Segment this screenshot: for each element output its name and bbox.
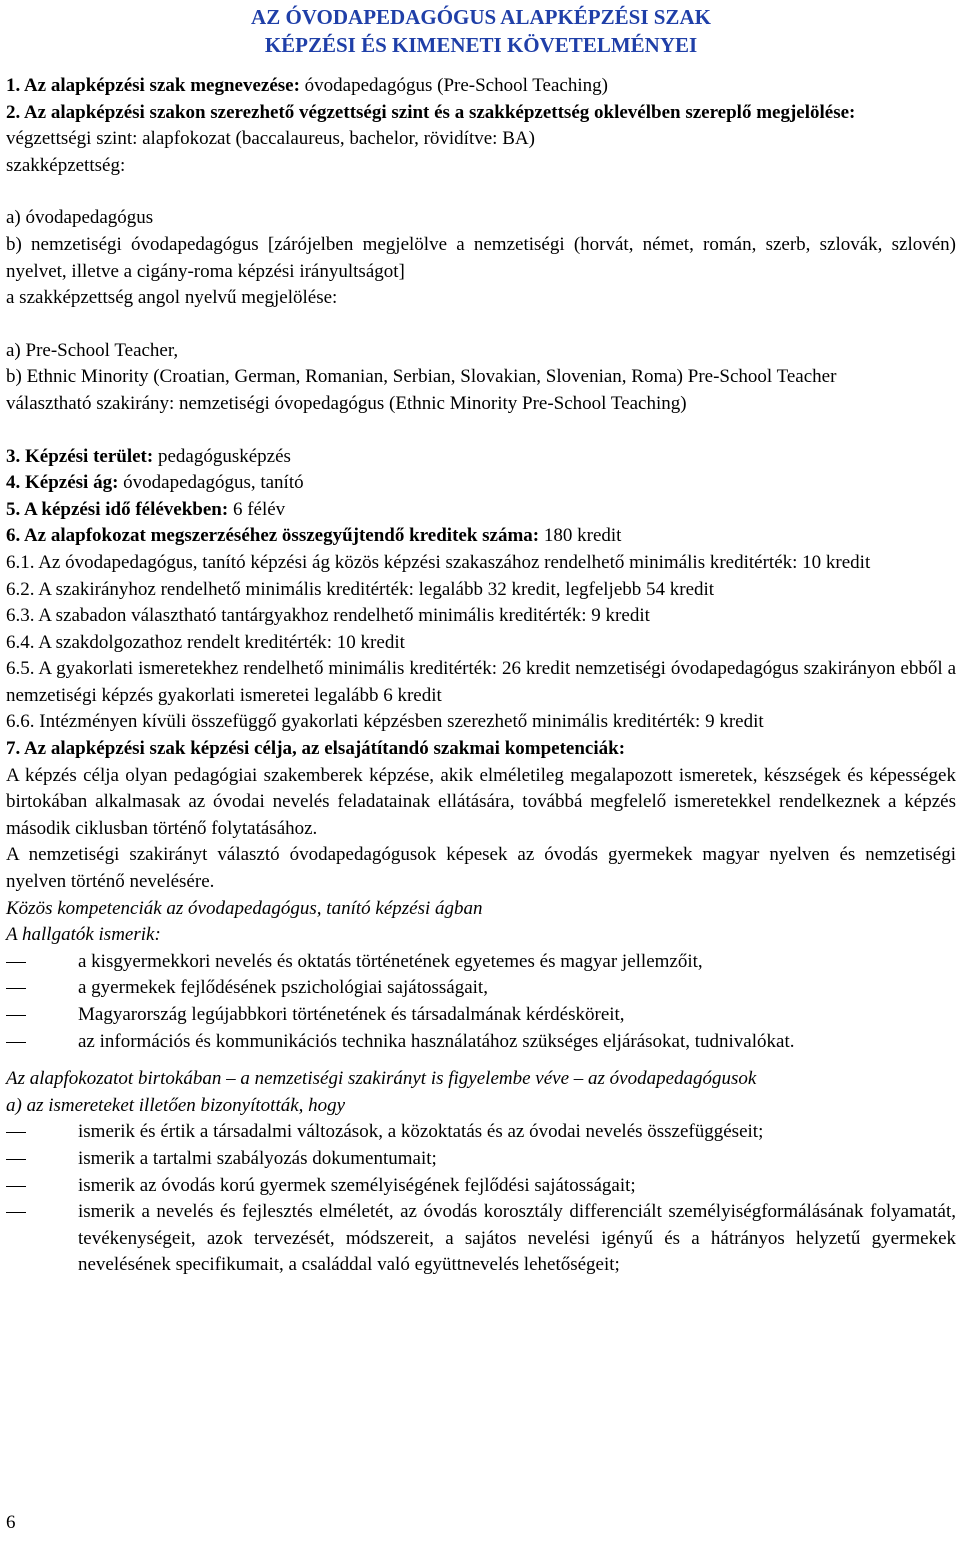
qualification-a: a) óvodapedagógus bbox=[6, 207, 154, 229]
dash-bullet-icon bbox=[6, 1212, 26, 1213]
list-item: ismerik a tartalmi szabályozás dokumentumait; bbox=[6, 1146, 956, 1173]
degree-level: végzettségi szint: alapfokozat (baccalaureus, bachelor, rövidítve: BA) bbox=[6, 128, 535, 150]
credit-item: 6.4. A szakdolgozathoz rendelt kreditérték: 10 kredit bbox=[6, 631, 405, 653]
credit-item: 6.5. A gyakorlati ismeretekhez rendelhető minimális kreditérték: 26 kredit nemzetiségi óvodapedagógus szakirányon ebből a nemzetiségi képzés gyakorlati ismeretei legalább 6 kredit bbox=[6, 658, 956, 706]
section-5: 5. A képzési idő félévekben: 6 félév bbox=[6, 498, 286, 520]
dash-bullet-icon bbox=[6, 962, 26, 963]
title-line-1: AZ ÓVODAPEDAGÓGUS ALAPKÉPZÉSI SZAK bbox=[251, 5, 711, 29]
english-b: b) Ethnic Minority (Croatian, German, Romanian, Serbian, Slovakian, Slovenian, Roma) Pre-School Teacher bbox=[6, 366, 837, 388]
list-item: ismerik és értik a társadalmi változások, a közoktatás és az óvodai nevelés összefüggéseit; bbox=[6, 1119, 956, 1146]
list-item: a gyermekek fejlődésének pszichológiai sajátosságait, bbox=[6, 975, 956, 1002]
goal-paragraph: A képzés célja olyan pedagógiai szakemberek képzése, akik elméletileg megalapozott ismeretek, készségek és képességek birtokában alkalmasak az óvodai nevelés feladatainak ellátására, továbbá megfelelő ismeretekkel rendelkeznek a képzés második ciklusban történő folytatásához. bbox=[6, 764, 956, 839]
specialization: választható szakirány: nemzetiségi óvopedagógus (Ethnic Minority Pre-School Teaching) bbox=[6, 392, 687, 414]
proof-heading: a) az ismereteket illetően bizonyították, hogy bbox=[6, 1094, 346, 1116]
list-item: Magyarország legújabbkori történetének és társadalmának kérdésköreit, bbox=[6, 1002, 956, 1029]
credit-item: 6.1. Az óvodapedagógus, tanító képzési ág közös képzési szakaszához rendelhető minimális kreditérték: 10 kredit bbox=[6, 551, 871, 573]
dash-bullet-icon bbox=[6, 1015, 26, 1016]
section-3: 3. Képzési terület: pedagógusképzés bbox=[6, 445, 291, 467]
bachelor-heading: Az alapfokozatot birtokában – a nemzetiségi szakirányt is figyelembe véve – az óvodapedagógusok bbox=[6, 1068, 757, 1090]
section-1: 1. Az alapképzési szak megnevezése: óvodapedagógus (Pre-School Teaching) bbox=[6, 75, 608, 96]
document-title bbox=[6, 0, 956, 59]
dash-bullet-icon bbox=[6, 1186, 26, 1187]
english-a: a) Pre-School Teacher, bbox=[6, 339, 179, 361]
list-item: ismerik a nevelés és fejlesztés elméletét, az óvodás korosztály differenciált személyiségformálásának folyamatát, tevékenységeit, azok tervezését, módszereit, a sajátos nevelési igényű és a hátrányos helyzetű gyermekek nevelésének specifikumait, a családdal való együttnevelés lehetőségeit; bbox=[6, 1199, 956, 1279]
english-label: a szakképzettség angol nyelvű megjelölése: bbox=[6, 287, 338, 309]
document-page bbox=[6, 0, 956, 1279]
nationality-paragraph: A nemzetiségi szakirányt választó óvodapedagógusok képesek az óvodás gyermekek magyar nyelven és nemzetiségi nyelven történő nevelésére. bbox=[6, 844, 956, 893]
section-4: 4. Képzési ág: óvodapedagógus, tanító bbox=[6, 472, 304, 494]
common-competencies-heading: Közös kompetenciák az óvodapedagógus, tanító képzési ágban bbox=[6, 897, 483, 919]
dash-bullet-icon bbox=[6, 988, 26, 989]
dash-bullet-icon bbox=[6, 1159, 26, 1160]
knowledge-list bbox=[6, 949, 956, 1055]
list-item: az információs és kommunikációs technika használatához szükséges eljárásokat, tudnivalókat. bbox=[6, 1029, 956, 1056]
dash-bullet-icon bbox=[6, 1042, 26, 1043]
credit-item: 6.3. A szabadon választható tantárgyakhoz rendelhető minimális kreditérték: 9 kredit bbox=[6, 605, 650, 627]
section-6: 6. Az alapfokozat megszerzéséhez összegyűjtendő kreditek száma: 180 kredit bbox=[6, 525, 622, 547]
page-number: 6 bbox=[6, 1512, 16, 1533]
section-2-heading: 2. Az alapképzési szakon szerezhető végzettségi szint és a szakképzettség oklevélben szereplő megjelölése: bbox=[6, 101, 856, 123]
qualification-label: szakképzettség: bbox=[6, 154, 126, 176]
credit-item: 6.6. Intézményen kívüli összefüggő gyakorlati képzésben szerezhető minimális kreditérték: 9 kredit bbox=[6, 711, 764, 733]
credit-item: 6.2. A szakirányhoz rendelhető minimális kreditérték: legalább 32 kredit, legfeljebb 54 kredit bbox=[6, 578, 715, 600]
list-item: a kisgyermekkori nevelés és oktatás történetének egyetemes és magyar jellemzőit, bbox=[6, 949, 956, 976]
section-7-heading: 7. Az alapképzési szak képzési célja, az elsajátítandó szakmai kompetenciák: bbox=[6, 738, 626, 760]
qualification-b: b) nemzetiségi óvodapedagógus [zárójelben megjelölve a nemzetiségi (horvát, német, román, szerb, szlovák, szlovén) nyelvet, illetve a cigány-roma képzési irányultságot] bbox=[6, 233, 956, 282]
proof-list bbox=[6, 1119, 956, 1279]
dash-bullet-icon bbox=[6, 1132, 26, 1133]
title-line-2: KÉPZÉSI ÉS KIMENETI KÖVETELMÉNYEI bbox=[264, 33, 698, 57]
list-item: ismerik az óvodás korú gyermek személyiségének fejlődési sajátosságait; bbox=[6, 1173, 956, 1200]
students-know-heading: A hallgatók ismerik: bbox=[6, 924, 161, 946]
